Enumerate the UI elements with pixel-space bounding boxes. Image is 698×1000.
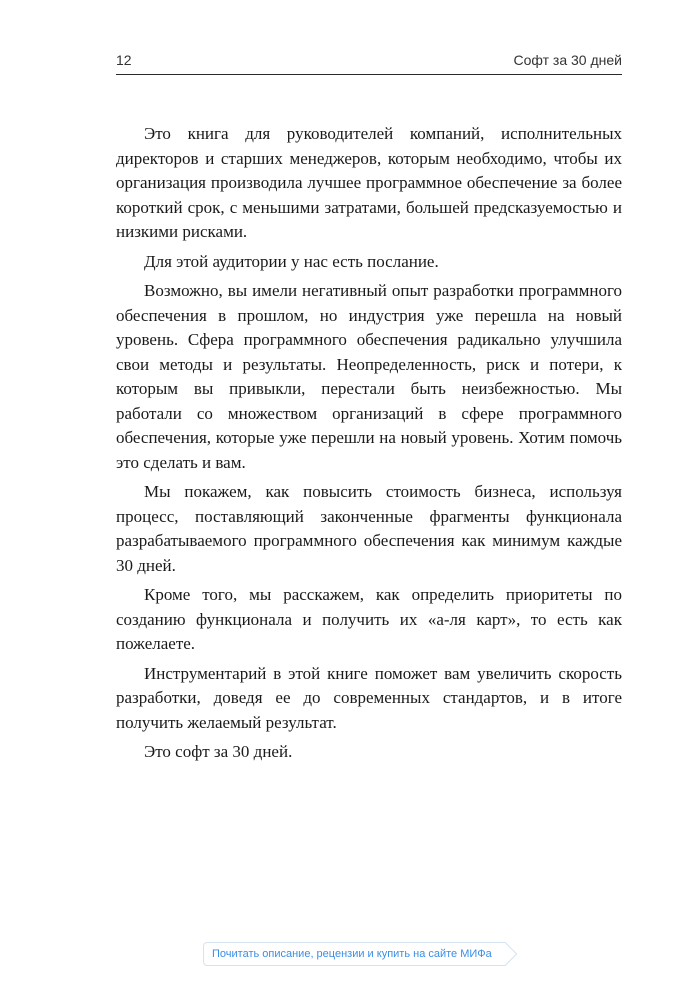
paragraph-audience: Для этой аудитории у нас есть послание. [144,251,439,271]
running-header [116,50,622,75]
promo-link-label: Почитать описание, рецензии и купить на сайте МИФа [212,948,492,960]
page-number: 12 [116,52,132,68]
paragraph-toolkit: Инструментарий в этой книге поможет вам увеличить скорость разработки, доведя ее до современных стандартов, и в итоге получить желаемый результат. [116,663,622,732]
paragraph-closing: Это софт за 30 дней. [144,742,293,761]
paragraph-intro: Это книга для руководителей компаний, исполнительных директоров и старших менеджеров, которым необходимо, чтобы их организация производила лучшее программное обеспечение за более короткий срок, с меньшими затратами, большей предсказуемостью и низкими рисками. [116,124,622,241]
body-text [116,122,622,770]
paragraph-experience: Возможно, вы имели негативный опыт разработки программного обеспечения в прошлом, но индустрия уже перешла на новый уровень. Сфера программного обеспечения радикально улучшила свои методы и результаты. Неопределенность, риск и потери, к которым вы привыкли, перестали быть неизбежностью. Мы работали со множеством организаций в сфере программного обеспечения, которые уже перешли на новый уровень. Хотим помочь это сделать и вам. [116,281,622,472]
running-title: Софт за 30 дней [513,52,622,68]
promo-link-button[interactable] [203,942,506,966]
paragraph-priorities: Кроме того, мы расскажем, как определить приоритеты по созданию функционала и получить их «а-ля карт», то есть как пожелаете. [116,585,622,653]
paragraph-process: Мы покажем, как повысить стоимость бизнеса, используя процесс, поставляющий законченные фрагменты функционала разрабатываемого программного обеспечения как минимум каждые 30 дней. [116,482,622,575]
